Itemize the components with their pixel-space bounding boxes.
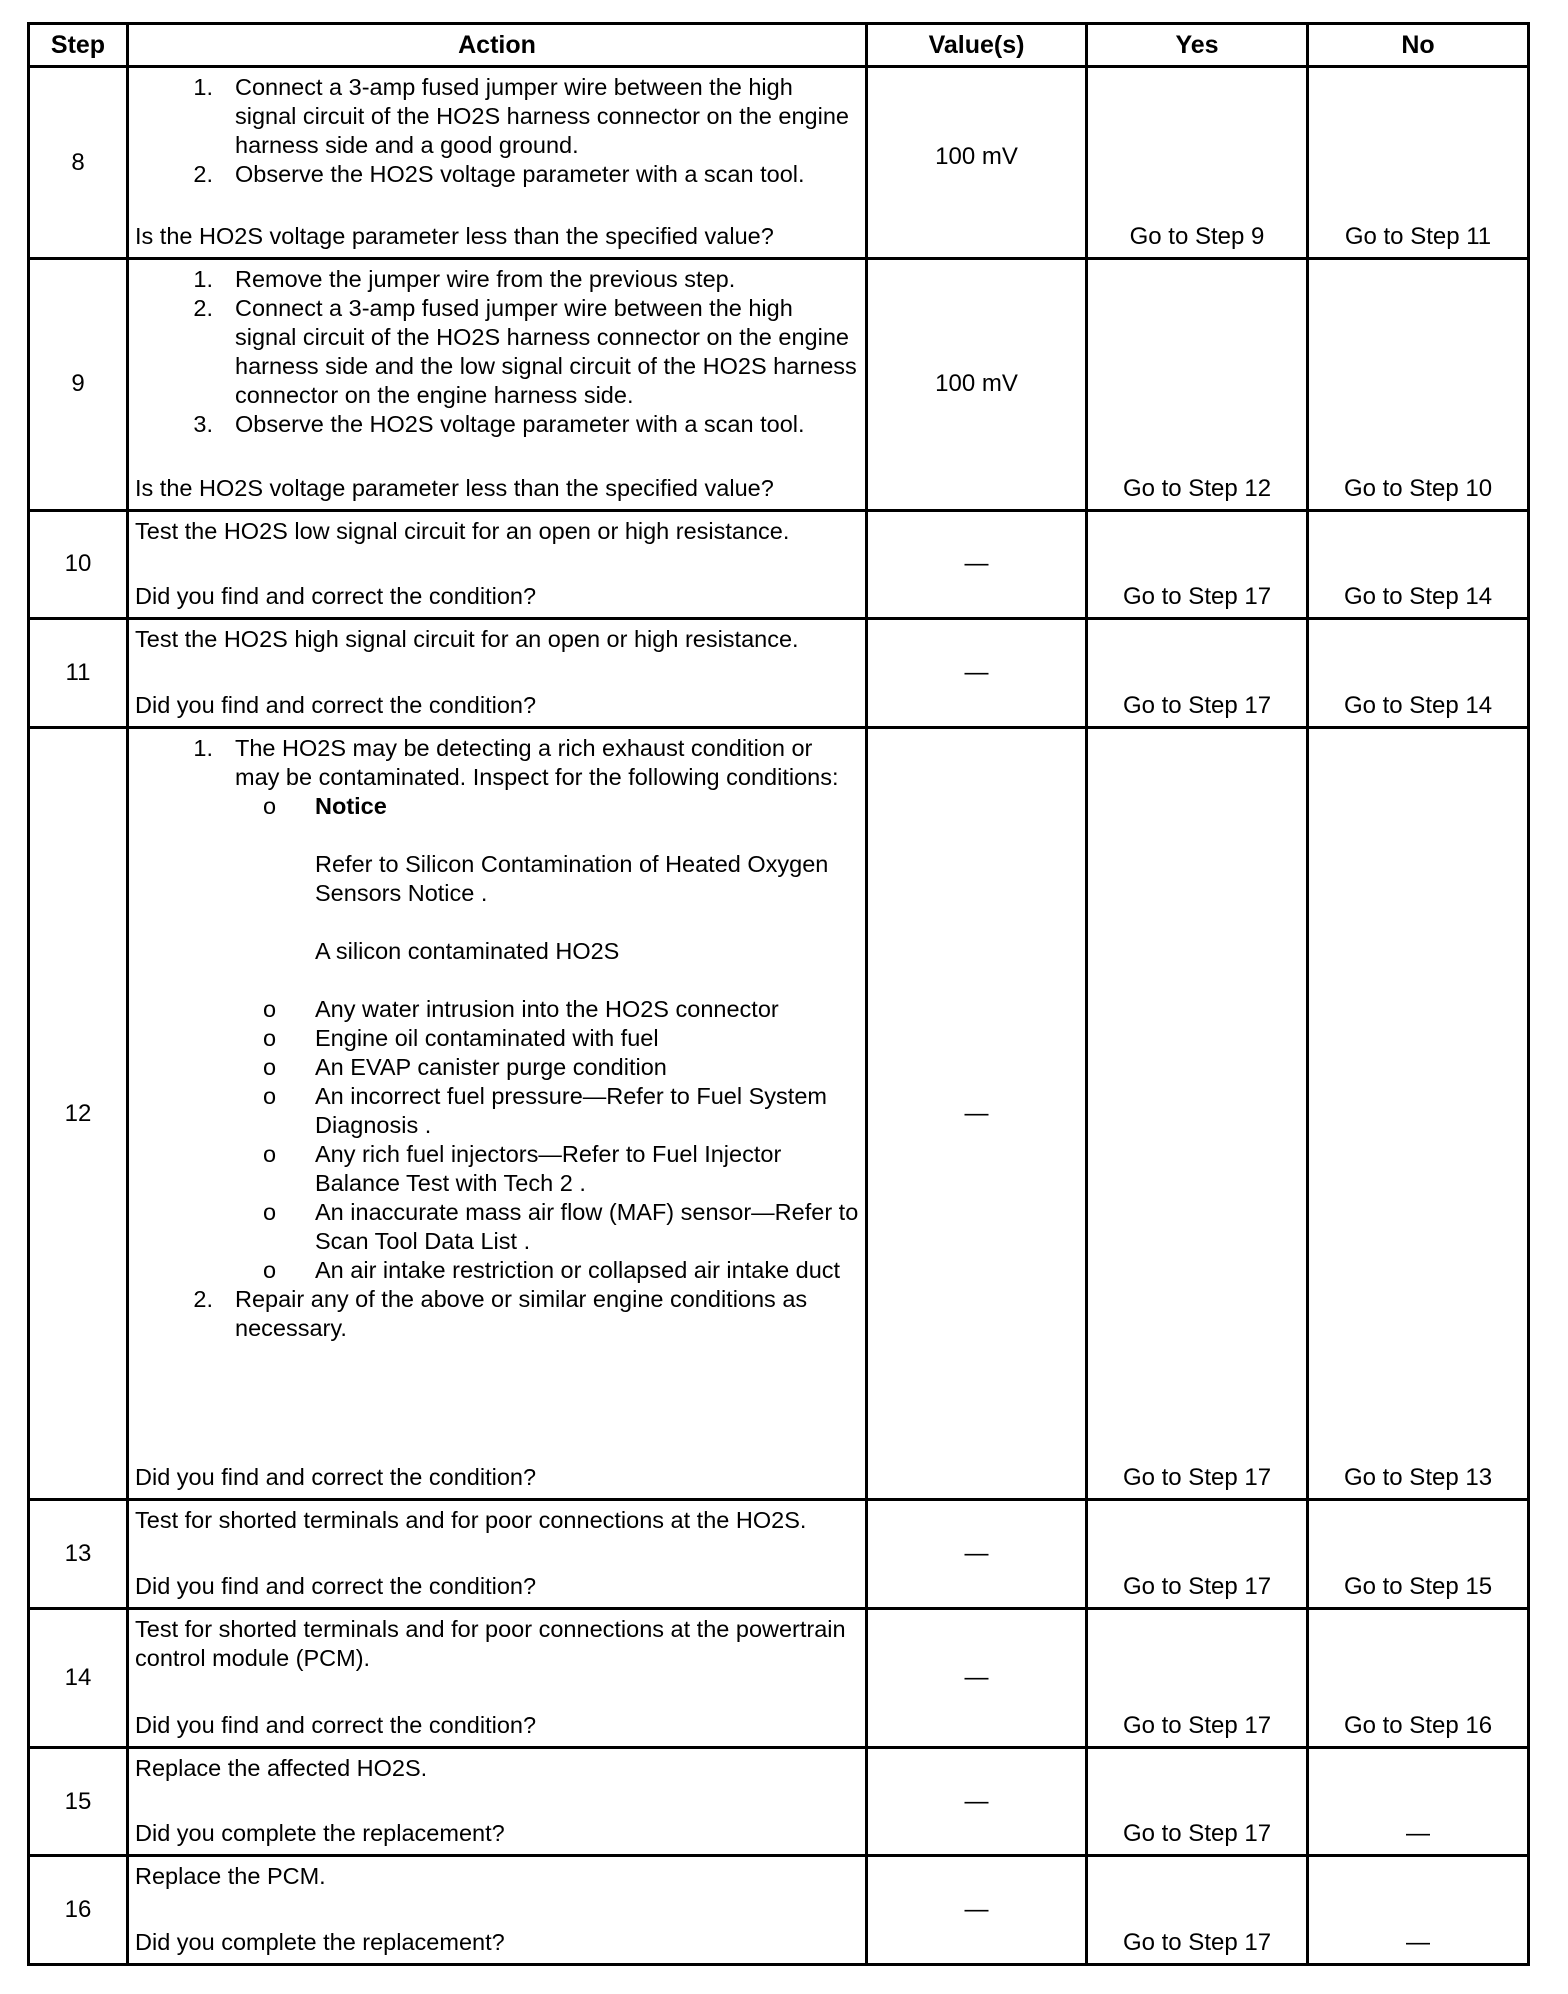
value-cell: 100 mV (867, 259, 1087, 510)
no-cell: Go to Step 16 (1308, 1608, 1529, 1747)
sub-list-item: o An incorrect fuel pressure—Refer to Fuel System Diagnosis . (263, 1082, 827, 1138)
sub-list-item: o Any rich fuel injectors—Refer to Fuel Injector Balance Test with Tech 2 . (263, 1140, 782, 1196)
yes-cell: Go to Step 17 (1087, 1608, 1308, 1747)
table-row (29, 67, 1529, 259)
value-cell: — (867, 1856, 1087, 1965)
yes-cell: Go to Step 17 (1087, 510, 1308, 619)
no-cell: — (1308, 1856, 1529, 1965)
no-cell: Go to Step 14 (1308, 619, 1529, 728)
value-cell: — (867, 1500, 1087, 1609)
action-cell (128, 67, 867, 259)
value-cell: — (867, 619, 1087, 728)
no-cell: Go to Step 15 (1308, 1500, 1529, 1609)
header-action: Action (128, 24, 867, 67)
action-text: Replace the affected HO2S. (135, 1754, 428, 1781)
action-text: Test the HO2S low signal circuit for an open or high resistance. (135, 517, 790, 544)
table-row (29, 1608, 1529, 1747)
value-cell: — (867, 1747, 1087, 1856)
table-row (29, 727, 1529, 1499)
yes-cell: Go to Step 17 (1087, 1856, 1308, 1965)
question-text: Did you find and correct the condition? (135, 1464, 537, 1491)
no-cell: Go to Step 11 (1308, 67, 1529, 259)
sub-list-item: o Any water intrusion into the HO2S connector (263, 995, 779, 1022)
step-number: 13 (29, 1500, 128, 1609)
question-text: Is the HO2S voltage parameter less than the specified value? (135, 223, 774, 250)
diagnostic-table (27, 22, 1530, 1966)
list-item-text: The HO2S may be detecting a rich exhaust condition or may be contaminated. Inspect for the following conditions: (235, 734, 839, 790)
action-cell (128, 619, 867, 728)
action-text: Test for shorted terminals and for poor connections at the powertrain control module (PCM). (135, 1615, 846, 1671)
no-cell: Go to Step 13 (1308, 727, 1529, 1499)
no-cell: Go to Step 10 (1308, 259, 1529, 510)
value-cell: — (867, 1608, 1087, 1747)
action-text: Test the HO2S high signal circuit for an open or high resistance. (135, 626, 799, 653)
action-cell (128, 727, 867, 1499)
notice-block (235, 792, 859, 995)
yes-cell: Go to Step 12 (1087, 259, 1308, 510)
step-number: 8 (29, 67, 128, 259)
table-row (29, 1747, 1529, 1856)
yes-cell: Go to Step 17 (1087, 619, 1308, 728)
question-text: Did you find and correct the condition? (135, 1572, 537, 1599)
sub-list-item: o Engine oil contaminated with fuel (263, 1024, 659, 1051)
value-cell: — (867, 510, 1087, 619)
action-text: Replace the PCM. (135, 1863, 326, 1890)
question-text: Did you find and correct the condition? (135, 691, 537, 718)
action-cell (128, 1747, 867, 1856)
header-row (29, 24, 1529, 67)
yes-cell: Go to Step 17 (1087, 1747, 1308, 1856)
question-text: Did you complete the replacement? (135, 1929, 505, 1955)
question-text: Did you find and correct the condition? (135, 1711, 537, 1738)
action-cell (128, 1856, 867, 1965)
no-cell: — (1308, 1747, 1529, 1856)
step-number: 14 (29, 1608, 128, 1747)
list-item: 1. Connect a 3-amp fused jumper wire between the high signal circuit of the HO2S harness connector on the engine harness side and a good ground. (193, 74, 849, 158)
action-cell (128, 1500, 867, 1609)
list-item: 2. Repair any of the above or similar engine conditions as necessary. (193, 1285, 808, 1341)
action-cell (128, 259, 867, 510)
yes-cell: Go to Step 9 (1087, 67, 1308, 259)
notice-text: A silicon contaminated HO2S (315, 937, 620, 964)
header-values: Value(s) (867, 24, 1087, 67)
header-step: Step (29, 24, 128, 67)
yes-cell: Go to Step 17 (1087, 1500, 1308, 1609)
value-cell: — (867, 727, 1087, 1499)
table-row (29, 1500, 1529, 1609)
sub-list-item: o An air intake restriction or collapsed air intake duct (263, 1256, 841, 1283)
table-row (29, 259, 1529, 510)
header-yes: Yes (1087, 24, 1308, 67)
value-cell: 100 mV (867, 67, 1087, 259)
table-row (29, 619, 1529, 728)
step-number: 11 (29, 619, 128, 728)
no-cell: Go to Step 14 (1308, 510, 1529, 619)
question-text: Did you complete the replacement? (135, 1820, 505, 1847)
notice-text: Refer to Silicon Contamination of Heated Oxygen Sensors Notice . (315, 850, 829, 906)
question-text: Is the HO2S voltage parameter less than the specified value? (135, 474, 774, 501)
header-no: No (1308, 24, 1529, 67)
step-number: 16 (29, 1856, 128, 1965)
bullet: o (263, 792, 277, 819)
list-item: 1. Remove the jumper wire from the previous step. (193, 266, 736, 293)
notice-title: Notice (315, 792, 387, 819)
list-item: 2. Observe the HO2S voltage parameter with a scan tool. (193, 161, 805, 187)
question-text: Did you find and correct the condition? (135, 583, 537, 610)
table-row (29, 1856, 1529, 1965)
action-text: Test for shorted terminals and for poor connections at the HO2S. (135, 1507, 807, 1534)
step-number: 9 (29, 259, 128, 510)
action-cell (128, 510, 867, 619)
sub-list-item: o An EVAP canister purge condition (263, 1053, 667, 1080)
action-cell (128, 1608, 867, 1747)
list-item: 3. Observe the HO2S voltage parameter with a scan tool. (193, 411, 805, 438)
list-item: 2. Connect a 3-amp fused jumper wire between the high signal circuit of the HO2S harness connector on the engine harness side and the low signal circuit of the HO2S harness connector on the engine harness side. (193, 295, 857, 409)
step-number: 12 (29, 727, 128, 1499)
sub-list-item: o An inaccurate mass air flow (MAF) sensor—Refer to Scan Tool Data List . (263, 1198, 859, 1254)
yes-cell: Go to Step 17 (1087, 727, 1308, 1499)
table-row (29, 510, 1529, 619)
step-number: 10 (29, 510, 128, 619)
step-number: 15 (29, 1747, 128, 1856)
list-item: 1. The HO2S may be detecting a rich exhaust condition or may be contaminated. Inspect for the following conditions: o Notice Refer to Silicon Contamination of Heated Oxygen Sensors Notice . A silicon contaminated HO2S o Any water intrusion into the HO2S connector o Engine oil contaminated with fuel o An EVAP canister purge condition o An incorrect fuel pressure—Refer to Fuel System Diagnosis . o Any rich fuel injectors—Refer to Fuel Injector Balance Test with Tech 2 . o An inaccurate mass air flow (MAF) sensor—Refer to Scan Tool Data List . o An air intake restriction or collapsed air intake duct (193, 734, 859, 1283)
